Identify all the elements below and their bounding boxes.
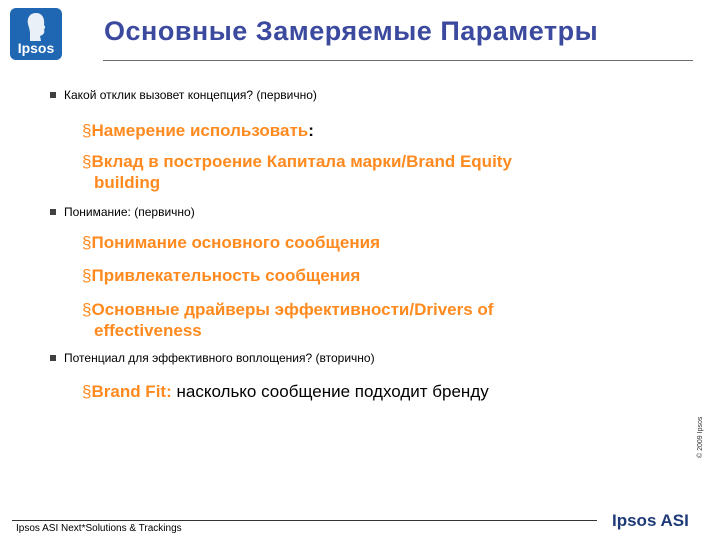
footer-logo: Ipsos ASI — [612, 511, 689, 530]
list-item: §Основные драйверы эффективности/Drivers of effectiveness — [82, 299, 642, 341]
logo-text: Ipsos — [17, 40, 55, 56]
list-item-text: Намерение использовать — [91, 121, 309, 140]
ipsos-logo — [10, 8, 62, 60]
square-bullet-icon — [50, 92, 56, 98]
square-bullet-icon — [50, 209, 56, 215]
list-item-text: Привлекательность сообщения — [91, 266, 361, 285]
section-heading: Какой отклик вызовет концепция? (первично) — [50, 88, 317, 102]
list-item: §Brand Fit: насколько сообщение подходит бренду — [82, 382, 489, 401]
section-heading: Понимание: (первично) — [50, 205, 195, 219]
square-bullet-icon — [50, 355, 56, 361]
list-item-continuation: building — [94, 173, 161, 192]
list-item-text: Вклад в построение Капитала марки/Brand Equity — [91, 152, 512, 171]
footer-divider — [12, 520, 597, 521]
list-item: §Вклад в построение Капитала марки/Brand Equity building — [82, 151, 642, 193]
copyright-note: © 2009 Ipsos — [697, 416, 704, 458]
title-divider — [103, 60, 693, 61]
list-item: §Привлекательность сообщения — [82, 266, 361, 285]
footer-text: Ipsos ASI Next*Solutions & Trackings — [16, 523, 182, 534]
list-item: §Понимание основного сообщения — [82, 233, 380, 252]
list-item: §Намерение использовать: — [82, 121, 314, 140]
list-item-rest: насколько сообщение подходит бренду — [171, 382, 489, 401]
head-silhouette-icon — [24, 12, 48, 42]
list-item-text: Brand Fit: — [91, 382, 172, 401]
list-item-text: Основные драйверы эффективности/Drivers of — [91, 300, 494, 319]
page-title: Основные Замеряемые Параметры — [104, 16, 599, 46]
list-item-text: Понимание основного сообщения — [91, 233, 380, 252]
section-heading: Потенциал для эффективного воплощения? (вторично) — [50, 351, 375, 365]
list-item-continuation: effectiveness — [94, 321, 202, 340]
